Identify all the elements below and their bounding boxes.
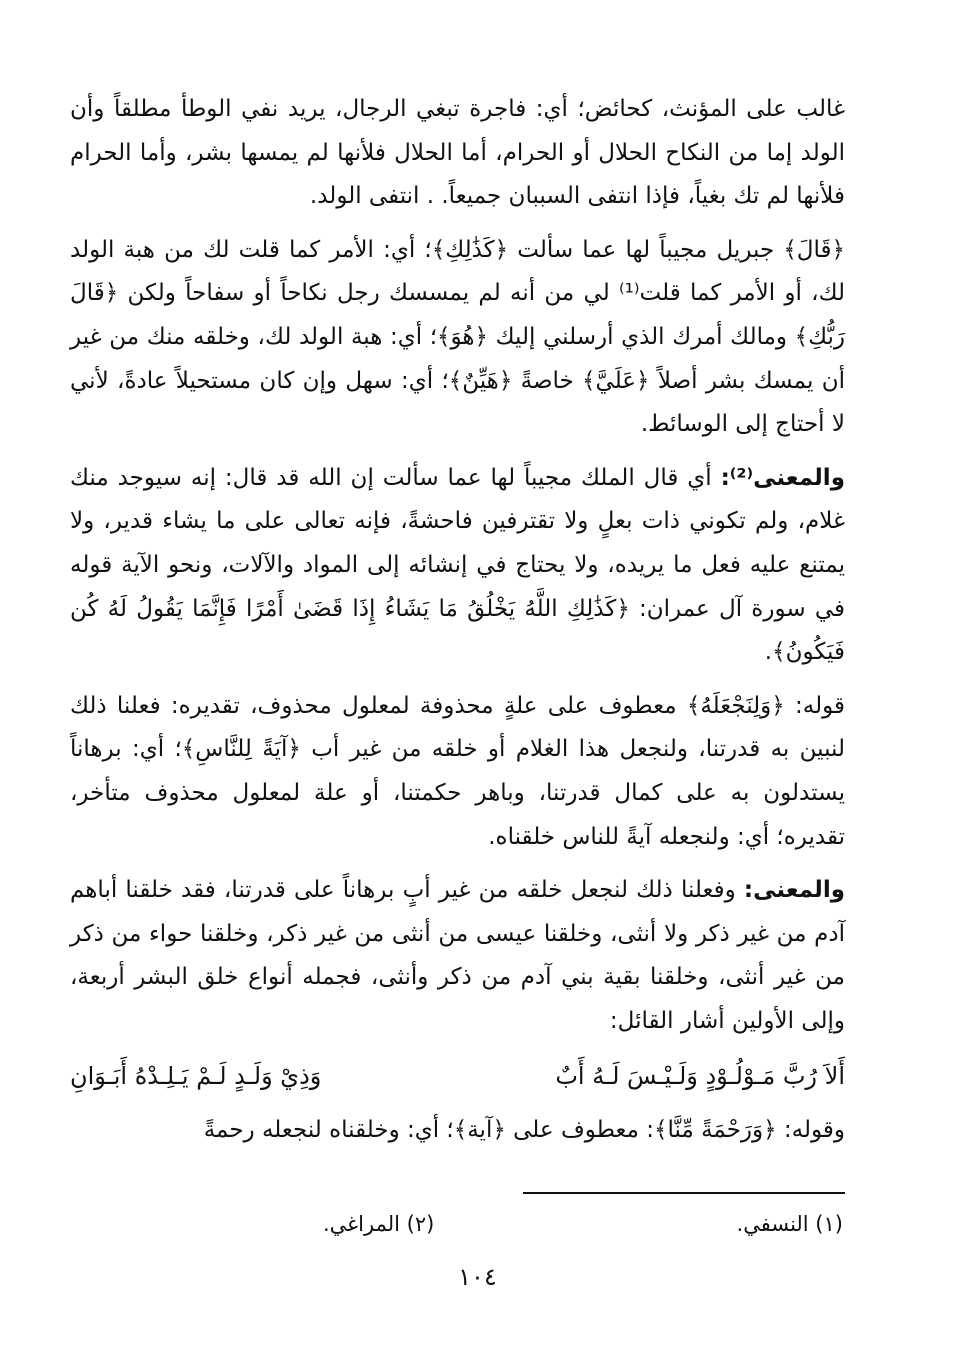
- paragraph-5-lead: والمعنى:: [743, 877, 845, 904]
- closing-paragraph: [70, 1099, 845, 1153]
- poem-hemistich-1: أَلاَ رُبَّ مَـوْلُـوْدٍ وَلَـيْـسَ لَـهُ أَبٌ: [555, 1062, 845, 1091]
- footnote-1: (١) النسفي.: [736, 1212, 843, 1236]
- paragraph-3-lead: والمعنى⁽²⁾:: [720, 464, 845, 491]
- footnote-separator: [523, 1192, 845, 1194]
- poem-hemistich-2: وَذِيْ وَلَـدٍ لَـمْ يَـلِـدْهُ أَبَـوَانِ: [70, 1062, 322, 1091]
- page-number: ١٠٤: [458, 1263, 497, 1291]
- paragraph-2: [70, 219, 845, 447]
- paragraph-1: [70, 88, 845, 219]
- poem-verse: [70, 1043, 845, 1099]
- paragraph-4-text: قوله: ﴿وَلِنَجْعَلَهُ﴾ معطوف على علةٍ محذوفة لمعلول محذوف، تقديره: فعلنا ذلك لنبين به قدرتنا، ولنجعل هذا الغلام أو خلقه من غير أب ﴿آيَةً لِلنَّاسِ﴾؛ أي: برهاناً يستدلون به على كمال قدرتنا، وباهر حكمتنا، أو علة لمعلول محذوف متأخر، تقديره؛ أي: ولنجعله آيةً للناس خلقناه.: [70, 692, 845, 850]
- paragraph-1-text: غالب على المؤنث، كحائض؛ أي: فاجرة تبغي الرجال، يريد نفي الوطأ مطلقاً وأن الولد إما من النكاح الحلال أو الحرام، أما الحلال فلأنها لم يمسها بشر، وأما الحرام فلأنها لم تك بغياً، فإذا انتفى السببان جميعاً. . انتفى الولد.: [70, 96, 845, 210]
- paragraph-2-text: ﴿قَالَ﴾ جبريل مجيباً لها عما سألت ﴿كَذَٰلِكِ﴾؛ أي: الأمر كما قلت لك من هبة الولد لك، أو الأمر كما قلت⁽¹⁾ لي من أنه لم يمسسك رجل نكاحاً أو سفاحاً ولكن ﴿قَالَ رَبُّكِ﴾ ومالك أمرك الذي أرسلني إليك ﴿هُوَ﴾؛ أي: هبة الولد لك، وخلقه منك من غير أن يمسك بشر أصلاً ﴿عَلَيَّ﴾ خاصةً ﴿هَيِّنٌ﴾؛ أي: سهل وإن كان مستحيلاً عادةً، لأني لا أحتاج إلى الوسائط.: [70, 236, 846, 438]
- paragraph-4: [70, 675, 845, 859]
- paragraph-3: [70, 447, 845, 675]
- paragraph-3-text: أي قال الملك مجيباً لها عما سألت إن الله قد قال: إنه سيوجد منك غلام، ولم تكوني ذات بعلٍ ولا تقترفين فاحشةً، فإنه تعالى على ما يشاء قدير، ولا يمتنع عليه فعل ما يريده، ولا يحتاج في إنشائه إلى المواد والآلات، ونحو الآية قوله في سورة آل عمران: ﴿كَذَٰلِكِ اللَّهُ يَخْلُقُ مَا يَشَاءُ إِذَا قَضَىٰ أَمْرًا فَإِنَّمَا يَقُولُ لَهُ كُن فَيَكُونُ﴾.: [70, 464, 845, 666]
- paragraph-5-text: وفعلنا ذلك لنجعل خلقه من غير أبٍ برهاناً على قدرتنا، فقد خلقنا أباهم آدم من غير ذكر ولا أنثى، وخلقنا عيسى من أنثى من غير ذكر، وخلقنا حواء من ذكر من غير أنثى، وخلقنا بقية بني آدم من ذكر وأنثى، فجمله أنواع خلق البشر أربعة، وإلى الأولين أشار القائل:: [70, 877, 845, 1034]
- footnote-2: (٢) المراغي.: [323, 1212, 435, 1236]
- paragraph-5: [70, 859, 845, 1043]
- closing-paragraph-text: وقوله: ﴿وَرَحْمَةً مِّنَّا﴾: معطوف على ﴿آية﴾؛ أي: وخلقناه لنجعله رحمةً: [203, 1117, 845, 1144]
- main-text-block: [70, 88, 845, 1153]
- footnotes: [323, 1210, 843, 1238]
